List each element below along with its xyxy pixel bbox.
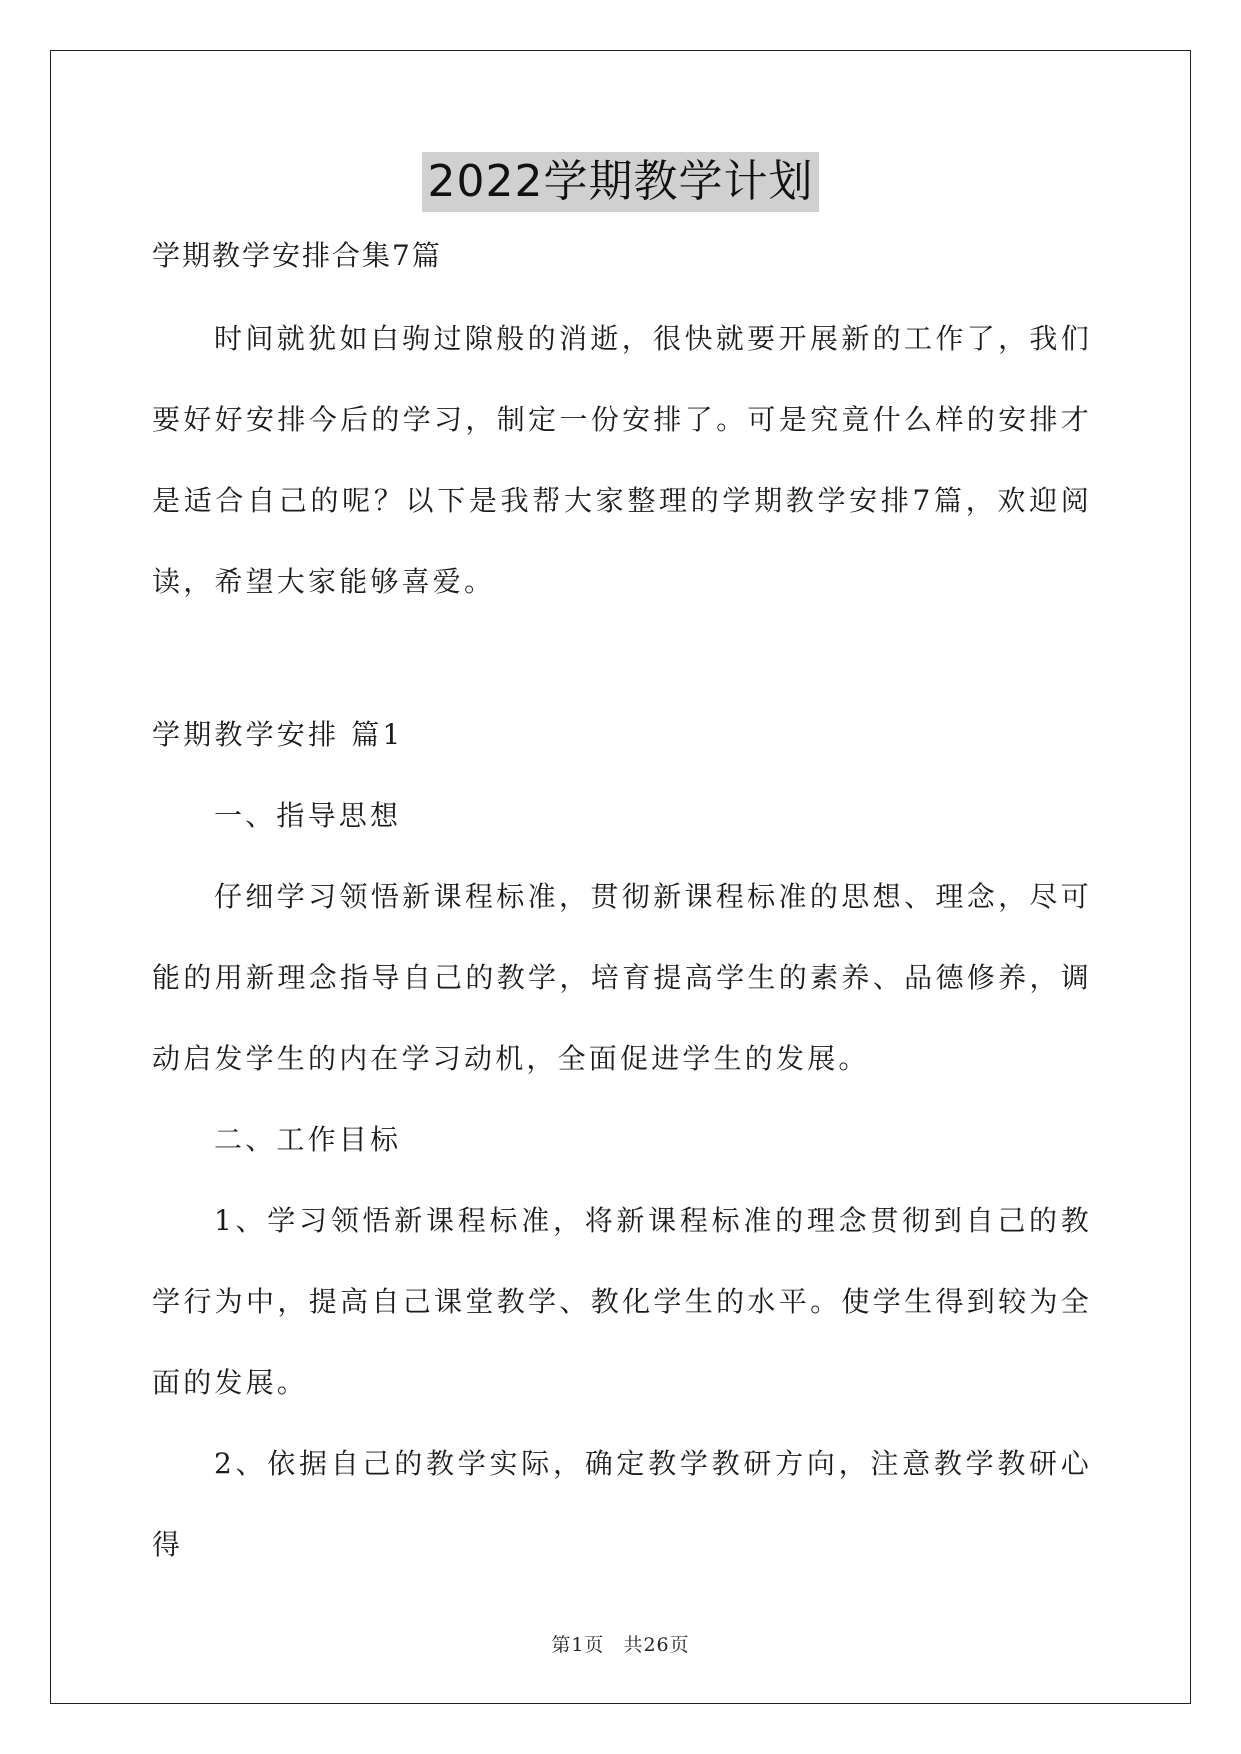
work-goal-item-1: 1、学习领悟新课程标准，将新课程标准的理念贯彻到自己的教学行为中，提高自己课堂教学、教化学生的水平。使学生得到较为全面的发展。 — [152, 1204, 1092, 1399]
section-heading: 学期教学安排 篇1 — [152, 718, 404, 751]
intro-paragraph: 时间就犹如白驹过隙般的消逝，很快就要开展新的工作了，我们要好好安排今后的学习，制定一份安排了。可是究竟什么样的安排才是适合自己的呢？以下是我帮大家整理的学期教学安排7篇，欢迎阅读，希望大家能够喜爱。 — [152, 322, 1092, 598]
page-footer — [0, 1630, 1241, 1657]
document-body — [152, 236, 1092, 1585]
heading-work-goals: 二、工作目标 — [214, 1123, 402, 1156]
document-subtitle: 学期教学安排合集7篇 — [152, 239, 442, 272]
work-goal-item-2: 2、依据自己的教学实际，确定教学教研方向，注意教学教研心得 — [152, 1447, 1092, 1561]
title-container — [0, 152, 1241, 212]
page-number-total: 共26页 — [623, 1634, 690, 1656]
heading-guiding-thought: 一、指导思想 — [214, 799, 402, 832]
page-number-current: 第1页 — [551, 1634, 605, 1656]
guiding-thought-paragraph: 仔细学习领悟新课程标准，贯彻新课程标准的思想、理念，尽可能的用新理念指导自己的教学，培育提高学生的素养、品德修养，调动启发学生的内在学习动机，全面促进学生的发展。 — [152, 880, 1092, 1075]
document-title: 2022学期教学计划 — [422, 152, 820, 212]
